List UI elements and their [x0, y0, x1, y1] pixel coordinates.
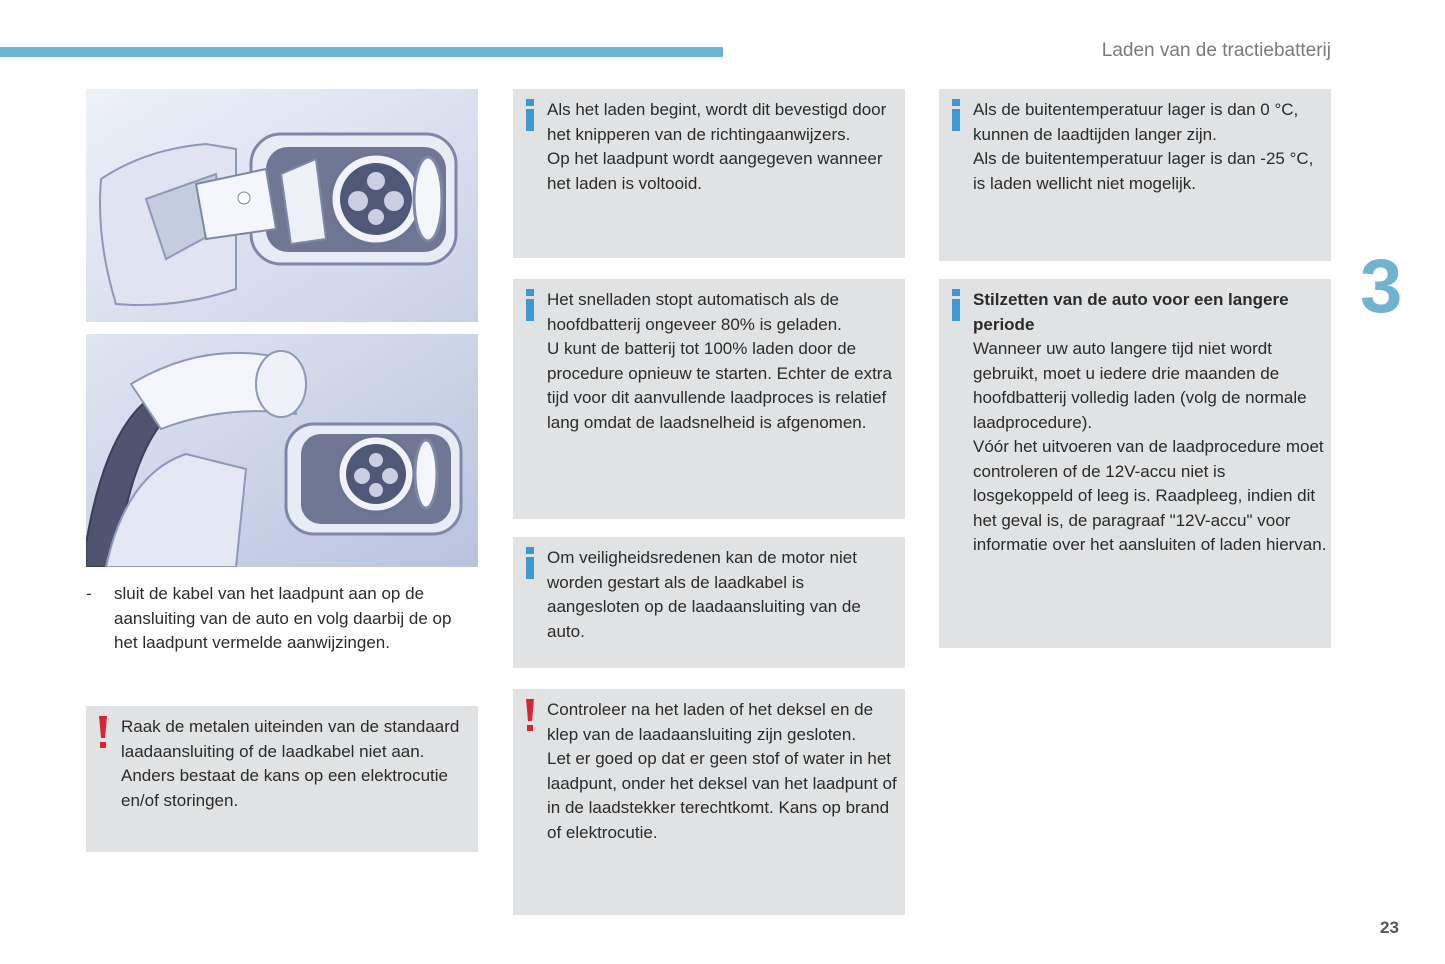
info-safety-start-p1: Om veiligheidsredenen kan de motor niet worden gestart als de laadkabel is aangesloten op de laadaansluiting van de auto. [547, 548, 861, 641]
step-text: sluit de kabel van het laadpunt aan op de aansluiting van de auto en volg daarbij de op het laadpunt vermelde aanwijzingen. [114, 584, 452, 652]
warning-left-text: Raak de metalen uiteinden van de standaard laadaansluiting of de laadkabel niet aan. Anders bestaat de kans op een elektrocutie en/of storingen. [121, 717, 460, 810]
info-icon [949, 99, 963, 131]
info-fast-charging-p1: Het snelladen stopt automatisch als de hoofdbatterij ongeveer 80% is geladen. [547, 290, 842, 334]
warning-icon [96, 716, 110, 750]
warning-middle-p1: Controleer na het laden of het deksel en de klep van de laadaansluiting zijn gesloten. [547, 700, 874, 744]
info-box-temperature [939, 89, 1331, 261]
warning-middle-p2: Let er goed op dat er geen stof of water in het laadpunt, onder het deksel van het laadpunt of in de laadstekker terechtkomt. Kans op brand of elektrocutie. [547, 749, 897, 842]
info-temperature-p2: Als de buitentemperatuur lager is dan -25 °C, is laden wellicht niet mogelijk. [973, 149, 1314, 193]
section-title: Laden van de tractiebatterij [1101, 40, 1331, 61]
chapter-number: 3 [1360, 244, 1403, 329]
warning-icon [523, 699, 537, 733]
info-icon [523, 99, 537, 131]
info-fast-charging-p2: U kunt de batterij tot 100% laden door de procedure opnieuw te starten. Echter de extra tijd voor dit aanvullende laadproces is relatief lang omdat de laadsnelheid is afgenomen. [547, 339, 892, 432]
info-icon [523, 547, 537, 579]
info-box-long-storage [939, 279, 1331, 648]
info-charging-start-p2: Op het laadpunt wordt aangegeven wanneer het laden is voltooid. [547, 149, 883, 193]
warning-box-middle [513, 689, 905, 915]
step-bullet: - [86, 584, 92, 603]
info-box-safety-start [513, 537, 905, 668]
open-charging-socket-illustration [86, 89, 478, 322]
info-icon [949, 289, 963, 321]
info-temperature-p1: Als de buitentemperatuur lager is dan 0 °C, kunnen de laadtijden langer zijn. [973, 100, 1299, 144]
warning-box-left [86, 706, 478, 852]
info-long-storage-p2: Vóór het uitvoeren van de laadprocedure moet controleren of de 12V-accu niet is losgekoppeld of leeg is. Raadpleeg, indien dit het geval is, de paragraaf "12V-accu" voor informatie over het aansluiten of laden hiervan. [973, 437, 1327, 554]
info-icon [523, 289, 537, 321]
page-number: 23 [1380, 918, 1399, 937]
step-instruction [86, 582, 466, 656]
info-charging-start-p1: Als het laden begint, wordt dit bevestigd door het knipperen van de richtingaanwijzers. [547, 100, 887, 144]
info-box-fast-charging [513, 279, 905, 519]
figure-charging-port-open [86, 89, 478, 322]
info-long-storage-title: Stilzetten van de auto voor een langere periode [973, 290, 1289, 334]
info-long-storage-p1: Wanneer uw auto langere tijd niet wordt gebruikt, moet u iedere drie maanden de hoofdbatterij volledig laden (volg de normale laadprocedure). [973, 339, 1307, 432]
header-accent-bar [0, 47, 723, 57]
figure-charging-cable-connected [86, 334, 478, 567]
info-box-charging-start [513, 89, 905, 258]
plugged-charging-cable-illustration [86, 334, 478, 567]
